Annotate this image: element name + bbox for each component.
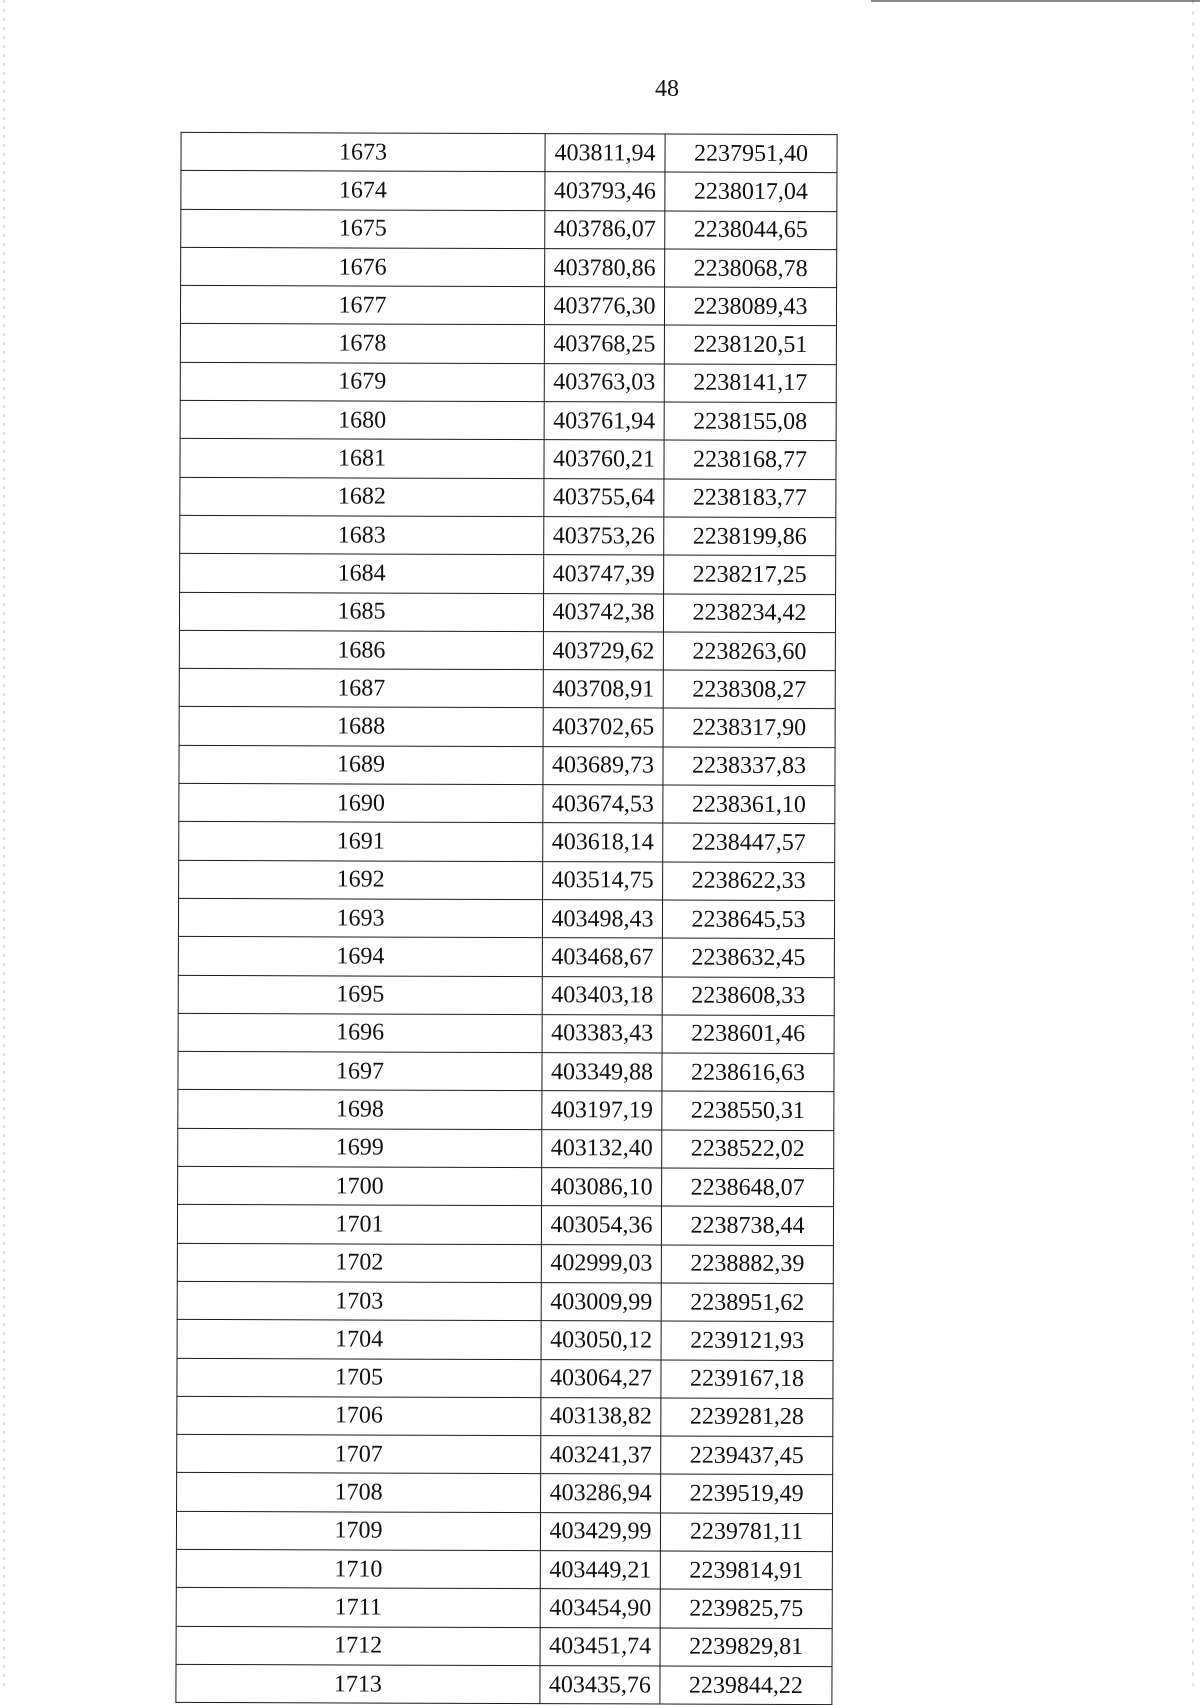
y-coordinate-cell: 2238447,57 <box>663 823 835 862</box>
y-coordinate-cell: 2238601,46 <box>662 1015 834 1054</box>
x-coordinate-cell: 403132,40 <box>542 1129 662 1168</box>
y-coordinate-cell: 2238337,83 <box>663 747 835 786</box>
y-coordinate-cell: 2239829,81 <box>660 1628 832 1667</box>
y-coordinate-cell: 2239781,11 <box>660 1513 832 1552</box>
point-number-cell: 1682 <box>180 477 544 517</box>
x-coordinate-cell: 403793,46 <box>545 172 665 211</box>
point-number-cell: 1677 <box>180 286 544 326</box>
point-number-cell: 1713 <box>176 1664 540 1704</box>
y-coordinate-cell: 2238738,44 <box>661 1206 833 1245</box>
table-row <box>177 1473 833 1513</box>
x-coordinate-cell: 403763,03 <box>544 363 664 402</box>
point-number-cell: 1687 <box>179 669 543 709</box>
point-number-cell: 1688 <box>179 707 543 747</box>
point-number-cell: 1673 <box>181 132 545 172</box>
y-coordinate-cell: 2238317,90 <box>663 708 835 747</box>
point-number-cell: 1690 <box>179 783 543 823</box>
y-coordinate-cell: 2239121,93 <box>661 1321 833 1360</box>
table-row <box>180 477 836 517</box>
x-coordinate-cell: 403241,37 <box>541 1436 661 1475</box>
table-row <box>180 286 836 326</box>
table-row <box>177 1396 833 1436</box>
x-coordinate-cell: 403760,21 <box>544 440 664 479</box>
x-coordinate-cell: 403729,62 <box>543 631 663 670</box>
y-coordinate-cell: 2239437,45 <box>661 1436 833 1475</box>
point-number-cell: 1685 <box>179 592 543 632</box>
y-coordinate-cell: 2238183,77 <box>664 479 836 518</box>
y-coordinate-cell: 2238068,78 <box>665 249 837 288</box>
table-row <box>180 439 836 479</box>
point-number-cell: 1707 <box>177 1435 541 1475</box>
x-coordinate-cell: 403674,53 <box>543 785 663 824</box>
table-row <box>176 1664 832 1704</box>
table-row <box>181 171 837 211</box>
x-coordinate-cell: 403054,36 <box>541 1206 661 1245</box>
x-coordinate-cell: 403451,74 <box>540 1627 660 1666</box>
table-row <box>177 1205 833 1245</box>
y-coordinate-cell: 2238089,43 <box>664 287 836 326</box>
y-coordinate-cell: 2238044,65 <box>665 211 837 250</box>
table-row <box>180 362 836 402</box>
x-coordinate-cell: 403753,26 <box>544 517 664 556</box>
y-coordinate-cell: 2238622,33 <box>663 862 835 901</box>
table-row <box>181 209 837 249</box>
x-coordinate-cell: 403702,65 <box>543 708 663 747</box>
y-coordinate-cell: 2238645,53 <box>662 900 834 939</box>
y-coordinate-cell: 2238616,63 <box>662 1053 834 1092</box>
y-coordinate-cell: 2238951,62 <box>661 1283 833 1322</box>
table-row <box>177 1243 833 1283</box>
table-row <box>178 1052 834 1092</box>
point-number-cell: 1684 <box>180 554 544 594</box>
point-number-cell: 1701 <box>177 1205 541 1245</box>
y-coordinate-cell: 2238217,25 <box>664 555 836 594</box>
table-row <box>176 1511 832 1551</box>
point-number-cell: 1680 <box>180 400 544 440</box>
y-coordinate-cell: 2238263,60 <box>663 632 835 671</box>
point-number-cell: 1686 <box>179 630 543 670</box>
x-coordinate-cell: 403689,73 <box>543 746 663 785</box>
point-number-cell: 1698 <box>178 1090 542 1130</box>
x-coordinate-cell: 403086,10 <box>542 1168 662 1207</box>
scan-edge-left <box>3 0 5 1686</box>
point-number-cell: 1675 <box>181 209 545 249</box>
point-number-cell: 1702 <box>177 1243 541 1283</box>
point-number-cell: 1674 <box>181 171 545 211</box>
table-row <box>179 745 835 785</box>
x-coordinate-cell: 403383,43 <box>542 1014 662 1053</box>
y-coordinate-cell: 2237951,40 <box>665 134 837 173</box>
x-coordinate-cell: 403747,39 <box>544 555 664 594</box>
y-coordinate-cell: 2238361,10 <box>663 785 835 824</box>
x-coordinate-cell: 403708,91 <box>543 670 663 709</box>
point-number-cell: 1689 <box>179 745 543 785</box>
table-row <box>178 898 834 938</box>
table-row <box>179 860 835 900</box>
table-row <box>180 324 836 364</box>
point-number-cell: 1693 <box>178 898 542 938</box>
x-coordinate-cell: 403009,99 <box>541 1283 661 1322</box>
scan-edge-right <box>1192 0 1194 1686</box>
point-number-cell: 1709 <box>176 1511 540 1551</box>
x-coordinate-cell: 403468,67 <box>542 938 662 977</box>
y-coordinate-cell: 2239281,28 <box>661 1398 833 1437</box>
y-coordinate-cell: 2238308,27 <box>663 670 835 709</box>
page-number: 48 <box>655 76 679 102</box>
x-coordinate-cell: 403050,12 <box>541 1321 661 1360</box>
table-row <box>179 707 835 747</box>
table-row <box>178 975 834 1015</box>
point-number-cell: 1706 <box>177 1396 541 1436</box>
scan-artifact-line <box>871 0 1200 2</box>
y-coordinate-cell: 2238017,04 <box>665 172 837 211</box>
point-number-cell: 1678 <box>180 324 544 364</box>
x-coordinate-cell: 403403,18 <box>542 976 662 1015</box>
table-row <box>177 1320 833 1360</box>
point-number-cell: 1694 <box>178 937 542 977</box>
x-coordinate-cell: 403811,94 <box>545 134 665 173</box>
point-number-cell: 1705 <box>177 1358 541 1398</box>
table-row <box>177 1435 833 1475</box>
table-row <box>176 1549 832 1589</box>
y-coordinate-cell: 2238168,77 <box>664 440 836 479</box>
x-coordinate-cell: 403761,94 <box>544 402 664 441</box>
table-row <box>179 669 835 709</box>
x-coordinate-cell: 403064,27 <box>541 1359 661 1398</box>
point-number-cell: 1700 <box>178 1166 542 1206</box>
table-row <box>178 1090 834 1130</box>
x-coordinate-cell: 403514,75 <box>543 861 663 900</box>
y-coordinate-cell: 2238234,42 <box>663 594 835 633</box>
table-row <box>176 1588 832 1628</box>
point-number-cell: 1704 <box>177 1320 541 1360</box>
table-row <box>178 1013 834 1053</box>
table-row <box>180 515 836 555</box>
table-row <box>179 592 835 632</box>
x-coordinate-cell: 403498,43 <box>542 900 662 939</box>
table-row <box>179 822 835 862</box>
x-coordinate-cell: 403776,30 <box>544 287 664 326</box>
point-number-cell: 1696 <box>178 1013 542 1053</box>
x-coordinate-cell: 402999,03 <box>541 1244 661 1283</box>
point-number-cell: 1697 <box>178 1052 542 1092</box>
x-coordinate-cell: 403780,86 <box>545 249 665 288</box>
table-row <box>180 554 836 594</box>
table-row <box>178 1128 834 1168</box>
y-coordinate-cell: 2238608,33 <box>662 977 834 1016</box>
table-row <box>180 400 836 440</box>
x-coordinate-cell: 403618,14 <box>543 823 663 862</box>
x-coordinate-cell: 403349,88 <box>542 1053 662 1092</box>
y-coordinate-cell: 2239814,91 <box>660 1551 832 1590</box>
table-row <box>179 630 835 670</box>
x-coordinate-cell: 403742,38 <box>543 593 663 632</box>
table-row <box>177 1281 833 1321</box>
y-coordinate-cell: 2238882,39 <box>661 1245 833 1284</box>
y-coordinate-cell: 2239844,22 <box>660 1666 832 1705</box>
x-coordinate-cell: 403454,90 <box>540 1589 660 1628</box>
point-number-cell: 1710 <box>176 1549 540 1589</box>
table-row <box>176 1626 832 1666</box>
x-coordinate-cell: 403197,19 <box>542 1091 662 1130</box>
table-row <box>181 132 837 172</box>
point-number-cell: 1683 <box>180 515 544 555</box>
table-row <box>178 1166 834 1206</box>
x-coordinate-cell: 403286,94 <box>541 1474 661 1513</box>
x-coordinate-cell: 403449,21 <box>540 1551 660 1590</box>
y-coordinate-cell: 2238550,31 <box>662 1091 834 1130</box>
table-row <box>178 937 834 977</box>
point-number-cell: 1703 <box>177 1281 541 1321</box>
y-coordinate-cell: 2239519,49 <box>661 1474 833 1513</box>
y-coordinate-cell: 2239167,18 <box>661 1360 833 1399</box>
point-number-cell: 1708 <box>177 1473 541 1513</box>
x-coordinate-cell: 403755,64 <box>544 478 664 517</box>
y-coordinate-cell: 2238632,45 <box>662 938 834 977</box>
table-row <box>179 783 835 823</box>
coordinates-table-body <box>176 132 837 1704</box>
point-number-cell: 1712 <box>176 1626 540 1666</box>
x-coordinate-cell: 403786,07 <box>545 210 665 249</box>
point-number-cell: 1681 <box>180 439 544 479</box>
x-coordinate-cell: 403435,76 <box>540 1665 660 1704</box>
point-number-cell: 1676 <box>181 247 545 287</box>
x-coordinate-cell: 403138,82 <box>541 1397 661 1436</box>
y-coordinate-cell: 2238199,86 <box>664 517 836 556</box>
coordinates-table <box>175 132 837 1705</box>
x-coordinate-cell: 403768,25 <box>544 325 664 364</box>
table-row <box>181 247 837 287</box>
y-coordinate-cell: 2238522,02 <box>662 1130 834 1169</box>
y-coordinate-cell: 2238648,07 <box>662 1168 834 1207</box>
y-coordinate-cell: 2238155,08 <box>664 402 836 441</box>
point-number-cell: 1699 <box>178 1128 542 1168</box>
y-coordinate-cell: 2238120,51 <box>664 326 836 365</box>
y-coordinate-cell: 2238141,17 <box>664 364 836 403</box>
point-number-cell: 1692 <box>179 860 543 900</box>
table-row <box>177 1358 833 1398</box>
point-number-cell: 1691 <box>179 822 543 862</box>
y-coordinate-cell: 2239825,75 <box>660 1589 832 1628</box>
point-number-cell: 1711 <box>176 1588 540 1628</box>
point-number-cell: 1695 <box>178 975 542 1015</box>
point-number-cell: 1679 <box>180 362 544 402</box>
x-coordinate-cell: 403429,99 <box>540 1512 660 1551</box>
